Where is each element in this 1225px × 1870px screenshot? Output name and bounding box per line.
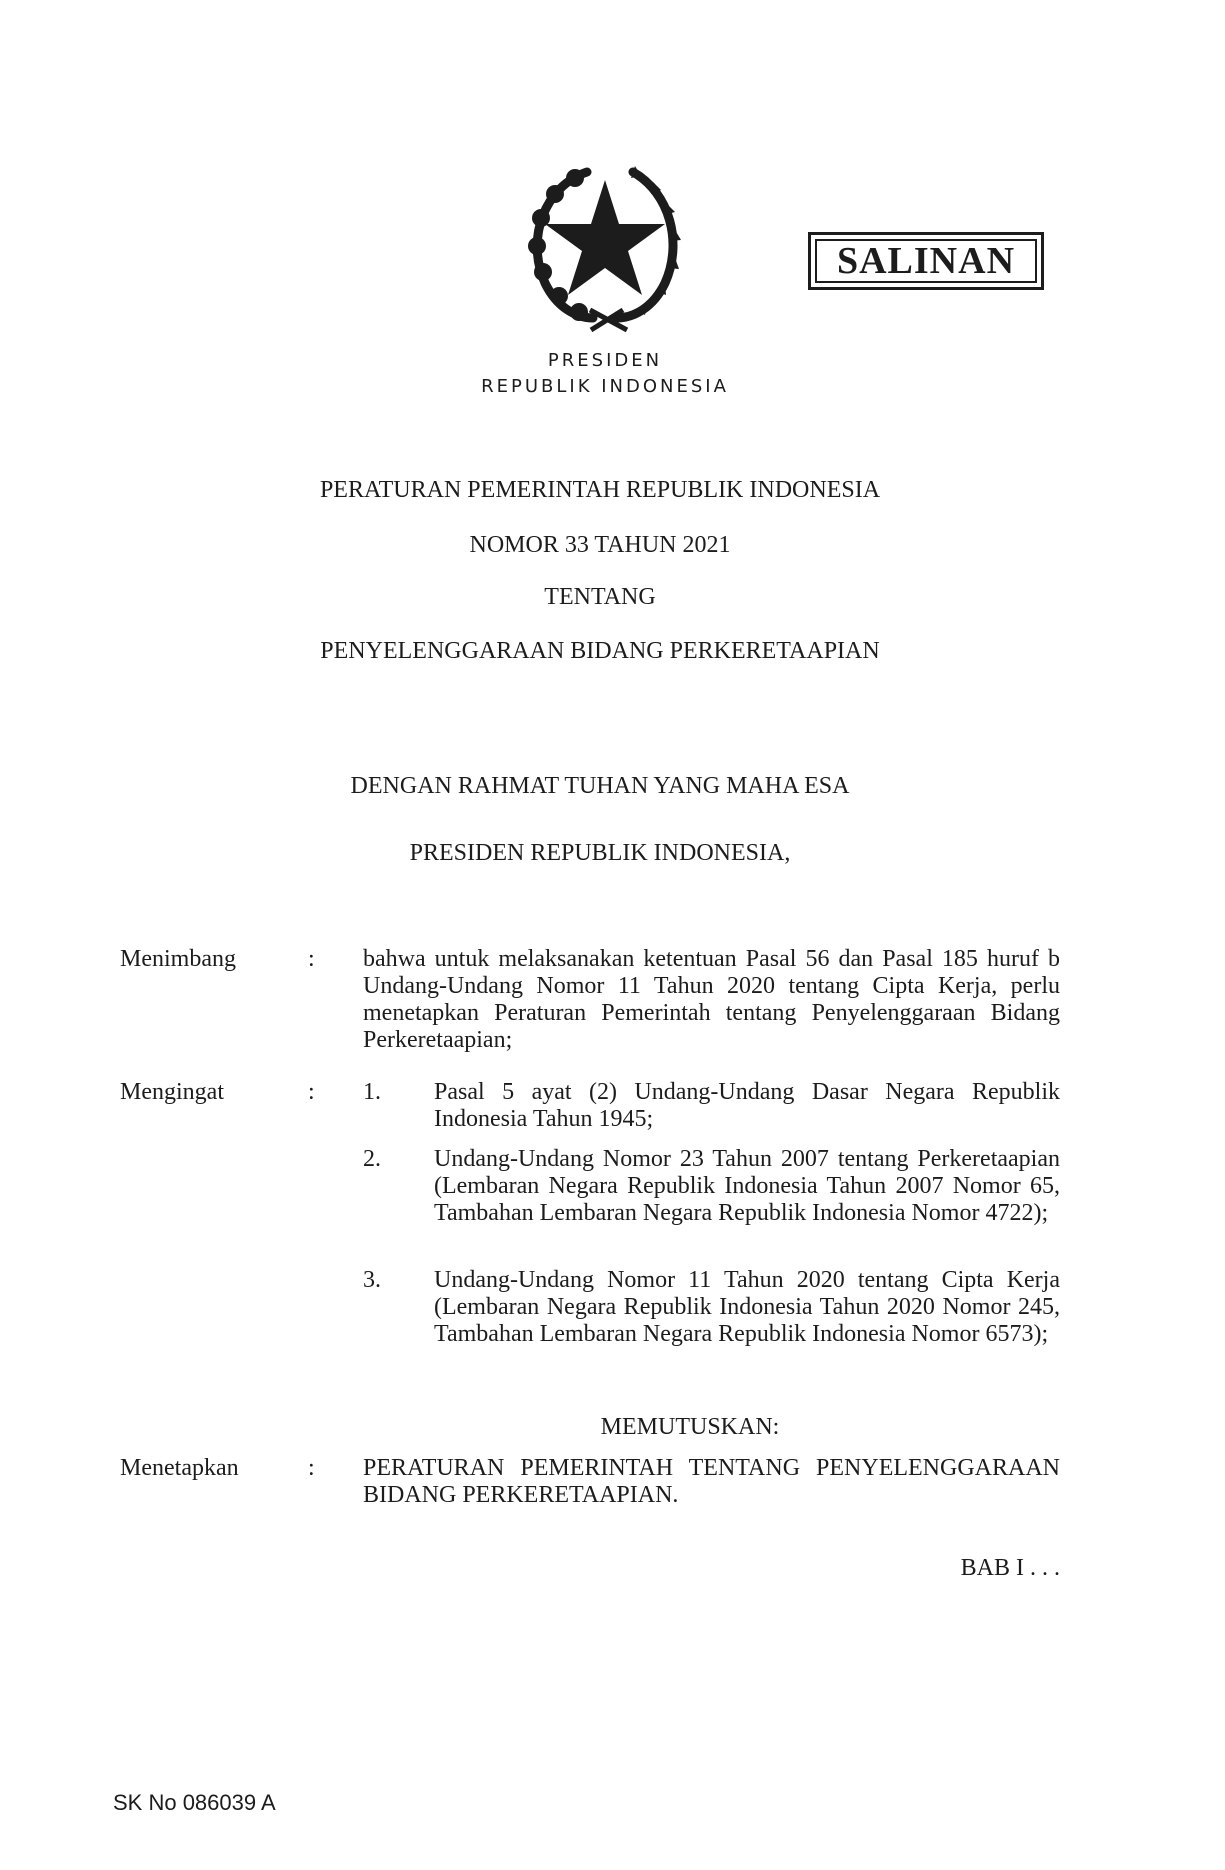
salinan-stamp bbox=[808, 232, 1044, 290]
mengingat-item-2-text: Undang-Undang Nomor 23 Tahun 2007 tentang Perkeretaapian (Lembaran Negara Republik Indonesia Tahun 2007 Nomor 65, Tambahan Lembaran Negara Republik Indonesia Nomor 4722); bbox=[434, 1146, 1060, 1226]
title-line-4: PENYELENGGARAAN BIDANG PERKERETAAPIAN bbox=[320, 638, 880, 664]
memutuskan-heading: MEMUTUSKAN: bbox=[600, 1414, 780, 1440]
mengingat-item-3-number: 3. bbox=[363, 1267, 381, 1293]
title-line-2: NOMOR 33 TAHUN 2021 bbox=[469, 532, 731, 558]
mengingat-item-1-text: Pasal 5 ayat (2) Undang-Undang Dasar Negara Republik Indonesia Tahun 1945; bbox=[434, 1079, 1060, 1132]
menetapkan-label: Menetapkan bbox=[120, 1455, 239, 1481]
continuation-marker: BAB I . . . bbox=[960, 1555, 1060, 1581]
emblem-caption-republik: REPUBLIK INDONESIA bbox=[481, 376, 729, 397]
emblem-caption-presiden: PRESIDEN bbox=[547, 350, 663, 371]
mengingat-label: Mengingat bbox=[120, 1079, 224, 1105]
garuda-star-emblem-icon bbox=[515, 158, 695, 338]
menetapkan-colon: : bbox=[308, 1455, 315, 1481]
preamble-line-1: DENGAN RAHMAT TUHAN YANG MAHA ESA bbox=[350, 773, 850, 799]
menimbang-label: Menimbang bbox=[120, 946, 236, 972]
mengingat-item-1-number: 1. bbox=[363, 1079, 381, 1105]
mengingat-item-2-number: 2. bbox=[363, 1146, 381, 1172]
mengingat-colon: : bbox=[308, 1079, 315, 1105]
mengingat-item-3-text: Undang-Undang Nomor 11 Tahun 2020 tentang Cipta Kerja (Lembaran Negara Republik Indonesia Tahun 2020 Nomor 245, Tambahan Lembaran Negara Republik Indonesia Nomor 6573); bbox=[434, 1267, 1060, 1347]
document-code: SK No 086039 A bbox=[113, 1790, 276, 1815]
title-line-3: TENTANG bbox=[544, 584, 656, 610]
preamble-line-2: PRESIDEN REPUBLIK INDONESIA, bbox=[409, 840, 791, 866]
menimbang-text: bahwa untuk melaksanakan ketentuan Pasal 56 dan Pasal 185 huruf b Undang-Undang Nomor 11 Tahun 2020 tentang Cipta Kerja, perlu menetapkan Peraturan Pemerintah tentang Penyelenggaraan Bidang Perkeretaapian; bbox=[363, 946, 1060, 1053]
title-line-1: PERATURAN PEMERINTAH REPUBLIK INDONESIA bbox=[319, 477, 881, 503]
menetapkan-text: PERATURAN PEMERINTAH TENTANG PENYELENGGARAAN BIDANG PERKERETAAPIAN. bbox=[363, 1455, 1060, 1508]
menimbang-colon: : bbox=[308, 946, 315, 972]
salinan-stamp-text: SALINAN bbox=[836, 240, 1016, 282]
